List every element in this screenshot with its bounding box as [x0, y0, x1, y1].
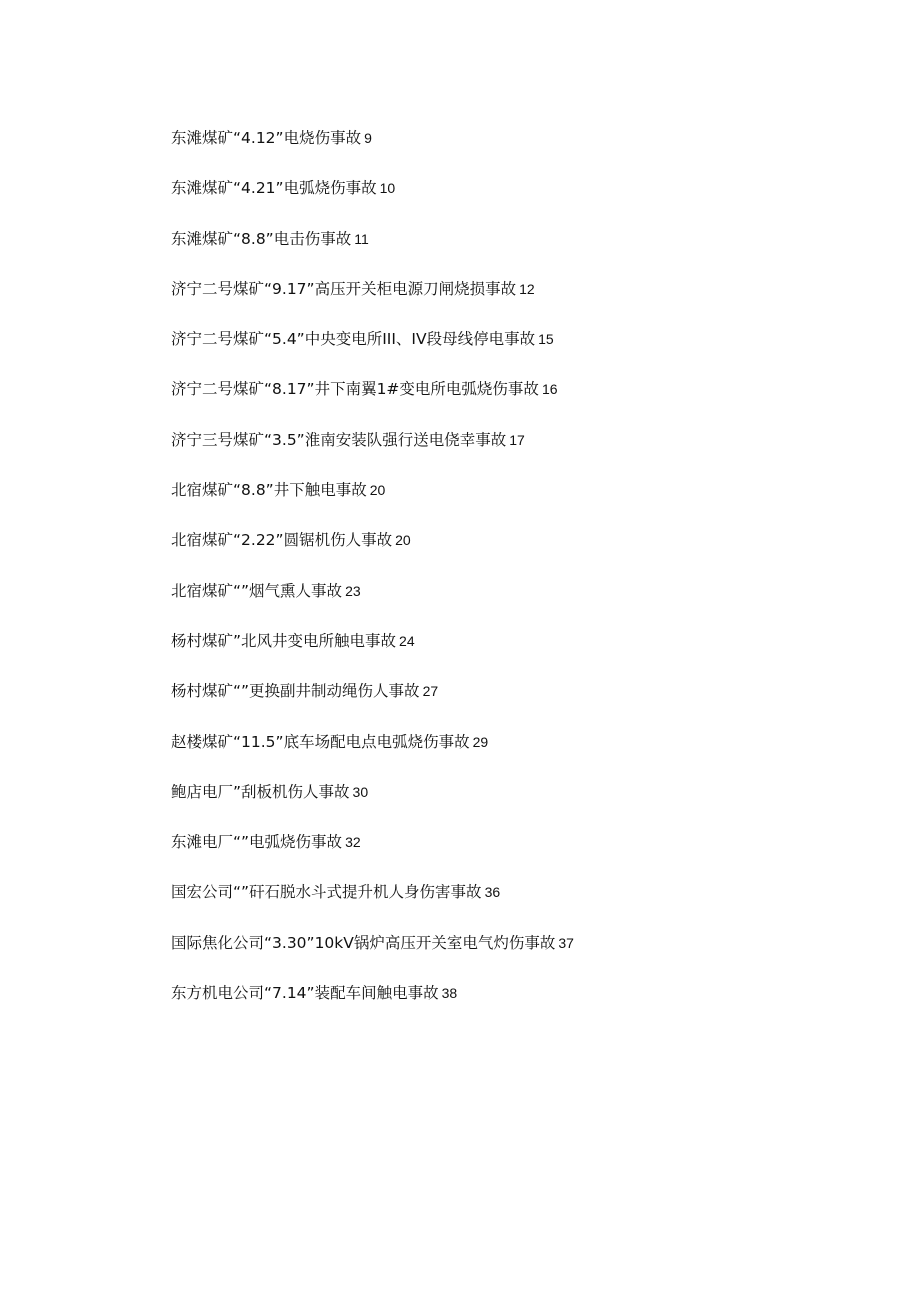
toc-entry-title: 杨村煤矿“”更换副井制动绳伤人事故 [171, 682, 420, 701]
toc-entry-page: 24 [399, 632, 415, 649]
toc-entry[interactable] [171, 629, 574, 679]
toc-entry-title: 赵楼煤矿“11.5”底车场配电点电弧烧伤事故 [171, 732, 470, 751]
toc-entry[interactable] [171, 478, 574, 528]
toc-entry-title: 东方机电公司“7.14”装配车间触电事故 [171, 984, 439, 1003]
toc-entry-page: 12 [519, 280, 535, 297]
toc-entry-page: 36 [484, 884, 501, 901]
toc-entry-title: 东滩煤矿“4.12”电烧伤事故 [171, 129, 362, 147]
toc-entry-page: 37 [558, 934, 574, 951]
toc-entry-page: 11 [354, 230, 369, 247]
toc-entry[interactable] [171, 126, 574, 176]
toc-entry-title: 北宿煤矿“2.22”圆锯机伤人事故 [171, 531, 393, 550]
toc-entry-title: 国宏公司“”矸石脱水斗式提升机人身伤害事故 [171, 883, 482, 902]
toc-entry[interactable] [171, 880, 574, 930]
toc-entry-page: 32 [345, 834, 361, 851]
toc-entry[interactable] [171, 780, 574, 830]
toc-entry-page: 10 [379, 180, 396, 197]
toc-entry-page: 9 [364, 130, 372, 146]
toc-entry-title: 东滩煤矿“4.21”电弧烧伤事故 [171, 179, 377, 198]
toc-entry[interactable] [171, 679, 574, 729]
toc-entry[interactable] [171, 730, 574, 780]
toc-entry[interactable] [171, 277, 574, 327]
toc-entry[interactable] [171, 931, 574, 981]
toc-entry-title: 杨村煤矿”北风井变电所触电事故 [171, 631, 397, 650]
toc-entry[interactable] [171, 981, 574, 1031]
toc-entry-title: 济宁二号煤矿“9.17”高压开关柜电源刀闸烧损事故 [171, 279, 517, 298]
toc-entry-title: 东滩煤矿“8.8”电击伤事故 [171, 229, 352, 248]
toc-entry-title: 国际焦化公司“3.30”10kV锅炉高压开关室电气灼伤事故 [171, 933, 556, 952]
toc-entry-title: 鲍店电厂”刮板机伤人事故 [171, 782, 350, 801]
toc-entry-page: 20 [395, 532, 411, 549]
toc-entry-title: 北宿煤矿“8.8”井下触电事故 [171, 481, 367, 500]
toc-entry[interactable] [171, 528, 574, 578]
toc-entry-page: 16 [541, 381, 558, 398]
toc-entry[interactable] [171, 830, 574, 880]
toc-entry-title: 济宁二号煤矿“8.17”井下南翼1#变电所电弧烧伤事故 [171, 380, 539, 399]
toc-entry-page: 15 [538, 331, 554, 348]
toc-entry[interactable] [171, 579, 574, 629]
toc-entry[interactable] [171, 327, 574, 377]
toc-entry-page: 20 [369, 482, 386, 499]
toc-entry-page: 23 [345, 582, 361, 599]
toc-entry-title: 北宿煤矿“”烟气熏人事故 [171, 581, 343, 600]
toc-entry-page: 27 [422, 683, 439, 700]
toc-entry-title: 济宁二号煤矿“5.4”中央变电所III、IV段母线停电事故 [171, 330, 536, 349]
toc-entry-page: 30 [352, 783, 369, 800]
toc-entry-page: 29 [472, 733, 489, 750]
toc-entry-title: 东滩电厂“”电弧烧伤事故 [171, 833, 343, 852]
toc-entry[interactable] [171, 176, 574, 226]
toc-entry-title: 济宁三号煤矿“3.5”淮南安装队强行送电侥幸事故 [171, 430, 507, 449]
toc-entry[interactable] [171, 428, 574, 478]
toc-entry[interactable] [171, 377, 574, 427]
toc-entry[interactable] [171, 227, 574, 277]
toc-entry-page: 38 [441, 985, 458, 1002]
table-of-contents [171, 126, 574, 1031]
toc-entry-page: 17 [509, 431, 525, 448]
